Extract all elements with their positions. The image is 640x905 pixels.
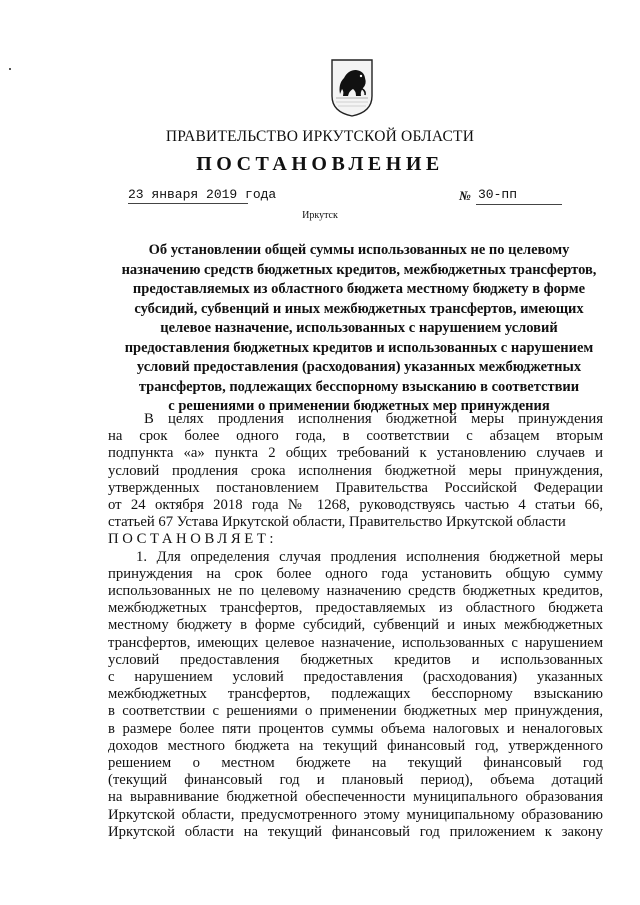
title-line: трансфертов, подлежащих бесспорному взысканию в соответствии bbox=[138, 378, 580, 395]
body-line: статьей 67 Устава Иркутской области, Правительство Иркутской области bbox=[108, 514, 566, 531]
body-line: использованных не по целевому назначению средств бюджетных кредитов, bbox=[108, 583, 603, 600]
title-line: целевое назначение, использованных с нарушением условий bbox=[160, 320, 558, 336]
body-line: 1. Для определения случая продления исполнения бюджетной меры bbox=[136, 548, 603, 565]
body-line: Иркутской области, предусмотренного этому муниципальному образованию bbox=[108, 806, 603, 823]
document-type: ПОСТАНОВЛЕНИЕ bbox=[196, 153, 444, 175]
title-line: Об установлении общей суммы использованных не по целевому bbox=[148, 242, 570, 258]
body-line: трансфертов, имеющих целевое назначение, использованных с нарушением bbox=[108, 634, 603, 651]
body-line: условий предоставления бюджетных кредитов и использованных bbox=[108, 651, 603, 668]
body-line: местному бюджету в форме субсидий, субвенций и иных межбюджетных bbox=[108, 617, 603, 634]
title-line: с решениями о применении бюджетных мер принуждения bbox=[168, 398, 550, 414]
city: Иркутск bbox=[302, 210, 338, 221]
body-line: с нарушением условий предоставления (расходования) указанных bbox=[108, 669, 603, 686]
body-line: решением о местном бюджете на текущий финансовый год bbox=[108, 755, 603, 772]
body-line: Иркутской области на текущий финансовый год приложением к закону bbox=[108, 823, 603, 840]
body-line: В целях продления исполнения бюджетной меры принуждения bbox=[144, 411, 603, 427]
body-line: на срок более одного года, в соответствии с абзацем вторым bbox=[108, 428, 603, 445]
body-line: межбюджетных трансфертов, предоставляемых из областного бюджета bbox=[108, 600, 603, 617]
body-line: на выравнивание бюджетной обеспеченности муниципального образования bbox=[108, 789, 603, 806]
body-line: (текущий финансовый год и плановый период), объема дотаций bbox=[108, 772, 603, 789]
title-line: предоставления бюджетных кредитов и использованных с нарушением bbox=[124, 339, 594, 356]
title-line: предоставляемых из областного бюджета местному бюджету в форме bbox=[132, 281, 586, 297]
body-line: межбюджетных трансфертов, подлежащих бесспорному взысканию bbox=[108, 686, 603, 703]
number-sign: № bbox=[459, 188, 471, 203]
document-title bbox=[118, 241, 600, 417]
scan-speck bbox=[9, 68, 11, 70]
body-line: утвержденных постановлением Правительства Российской Федерации bbox=[108, 479, 603, 496]
government-name: ПРАВИТЕЛЬСТВО ИРКУТСКОЙ ОБЛАСТИ bbox=[165, 128, 475, 145]
coat-of-arms-icon bbox=[330, 58, 374, 118]
body-line: от 24 октября 2018 года № 1268, руководствуясь частью 4 статьи 66, bbox=[108, 497, 603, 514]
body-line: в соответствии с решениями о применении бюджетных мер принуждения, bbox=[108, 703, 603, 720]
body-line: условий продления срока исполнения бюджетной меры принуждения, bbox=[108, 462, 603, 479]
body-line: в размере более пяти процентов суммы объема налоговых и неналоговых bbox=[108, 720, 603, 737]
title-line: назначению средств бюджетных кредитов, межбюджетных трансфертов, bbox=[121, 261, 597, 278]
title-line: субсидий, субвенций и иных межбюджетных трансфертов, имеющих bbox=[134, 300, 584, 317]
date-underline bbox=[128, 203, 248, 204]
resolves-word: ПОСТАНОВЛЯЕТ: bbox=[108, 531, 278, 548]
document-body bbox=[108, 411, 603, 841]
body-line: доходов местного бюджета на текущий финансовый год, утвержденного bbox=[108, 737, 603, 754]
body-line: подпункта «а» пункта 2 общих требований к установлению случаев и bbox=[108, 445, 603, 462]
body-line: принуждения на срок более одного года установить общую сумму bbox=[108, 565, 603, 582]
decree-number: 30-пп bbox=[478, 187, 518, 202]
title-line: условий предоставления (расходования) указанных межбюджетных bbox=[136, 359, 582, 375]
decree-date-block bbox=[128, 187, 276, 202]
decree-date: 23 января 2019 года bbox=[128, 187, 277, 202]
number-underline bbox=[476, 204, 562, 205]
